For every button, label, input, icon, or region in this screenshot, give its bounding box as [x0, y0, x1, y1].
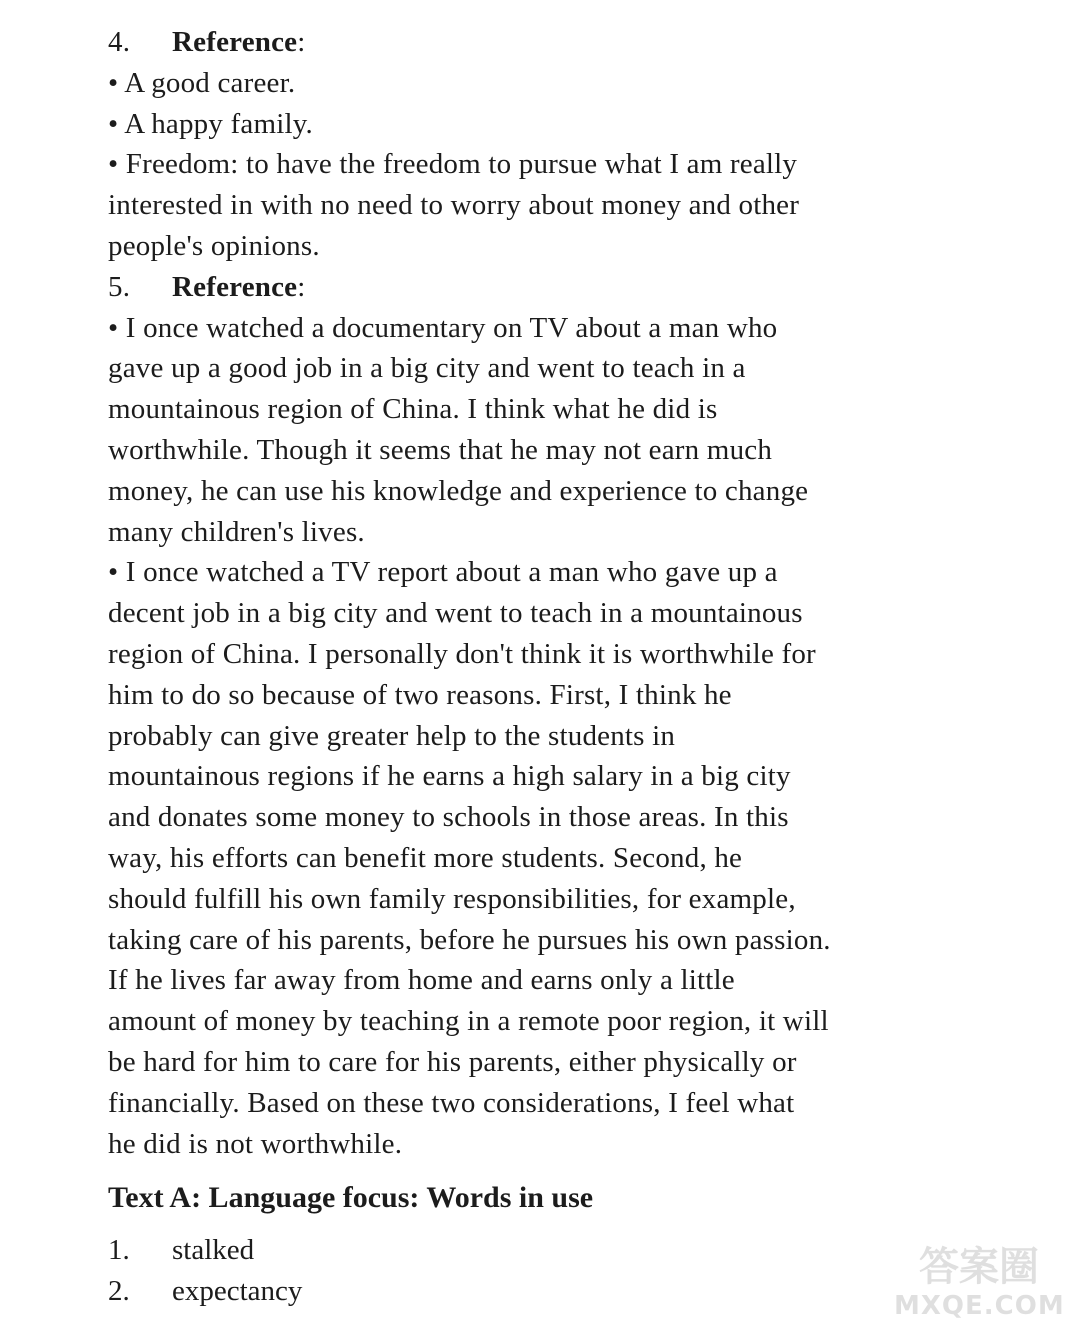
- text-line: gave up a good job in a big city and went to teach in a: [108, 352, 746, 385]
- answer-item: [108, 1271, 1008, 1312]
- text-line: amount of money by teaching in a remote poor region, it will: [108, 1005, 829, 1038]
- section-colon: :: [297, 270, 306, 303]
- text-line: • Freedom: to have the freedom to pursue what I am really: [108, 148, 798, 181]
- section-5-heading: [108, 267, 1008, 308]
- text-line: • I once watched a TV report about a man who gave up a: [108, 556, 778, 589]
- section-number: 5.: [108, 270, 131, 303]
- text-line: • I once watched a documentary on TV about a man who: [108, 311, 778, 344]
- text-line: be hard for him to care for his parents, either physically or: [108, 1045, 797, 1078]
- text-line: should fulfill his own family responsibilities, for example,: [108, 882, 796, 915]
- text-line: way, his efforts can benefit more students. Second, he: [108, 841, 743, 874]
- document-page: [108, 22, 1008, 1312]
- text-line: he did is not worthwhile.: [108, 1127, 403, 1160]
- text-line: him to do so because of two reasons. First, I think he: [108, 678, 732, 711]
- text-line: and donates some money to schools in those areas. In this: [108, 801, 789, 834]
- text-line: • A happy family.: [108, 107, 313, 140]
- answer-number: 2.: [108, 1275, 130, 1308]
- text-line: mountainous region of China. I think what he did is: [108, 393, 718, 426]
- text-line: • A good career.: [108, 66, 296, 99]
- text-line: mountainous regions if he earns a high salary in a big city: [108, 760, 791, 793]
- section-label: Reference: [172, 26, 298, 58]
- section-4-heading: [108, 22, 1008, 63]
- text-line: many children's lives.: [108, 515, 365, 548]
- answer-word: stalked: [172, 1234, 255, 1267]
- text-line: region of China. I personally don't think it is worthwhile for: [108, 637, 816, 670]
- text-line: financially. Based on these two considerations, I feel what: [108, 1086, 795, 1119]
- answer-item: [108, 1230, 1008, 1271]
- answer-word: expectancy: [172, 1275, 303, 1308]
- answer-number: 1.: [108, 1234, 130, 1267]
- text-line: If he lives far away from home and earns only a little: [108, 964, 735, 997]
- section-label: Reference: [172, 270, 298, 303]
- section-colon: :: [297, 26, 306, 58]
- watermark-text: 答案圈: [919, 1244, 1039, 1290]
- watermark-domain: MXQE.COM: [894, 1291, 1065, 1321]
- section-title: Text A: Language focus: Words in use: [108, 1181, 594, 1215]
- text-line: taking care of his parents, before he pursues his own passion.: [108, 923, 831, 956]
- text-line: interested in with no need to worry about money and other: [108, 189, 800, 222]
- text-line: probably can give greater help to the students in: [108, 719, 676, 752]
- watermark-logo: [894, 1243, 1064, 1333]
- text-line: money, he can use his knowledge and experience to change: [108, 474, 809, 507]
- section-number: 4.: [108, 26, 131, 58]
- text-line: worthwhile. Though it seems that he may not earn much: [108, 433, 773, 466]
- text-line: people's opinions.: [108, 229, 320, 262]
- text-line: decent job in a big city and went to teach in a mountainous: [108, 597, 803, 630]
